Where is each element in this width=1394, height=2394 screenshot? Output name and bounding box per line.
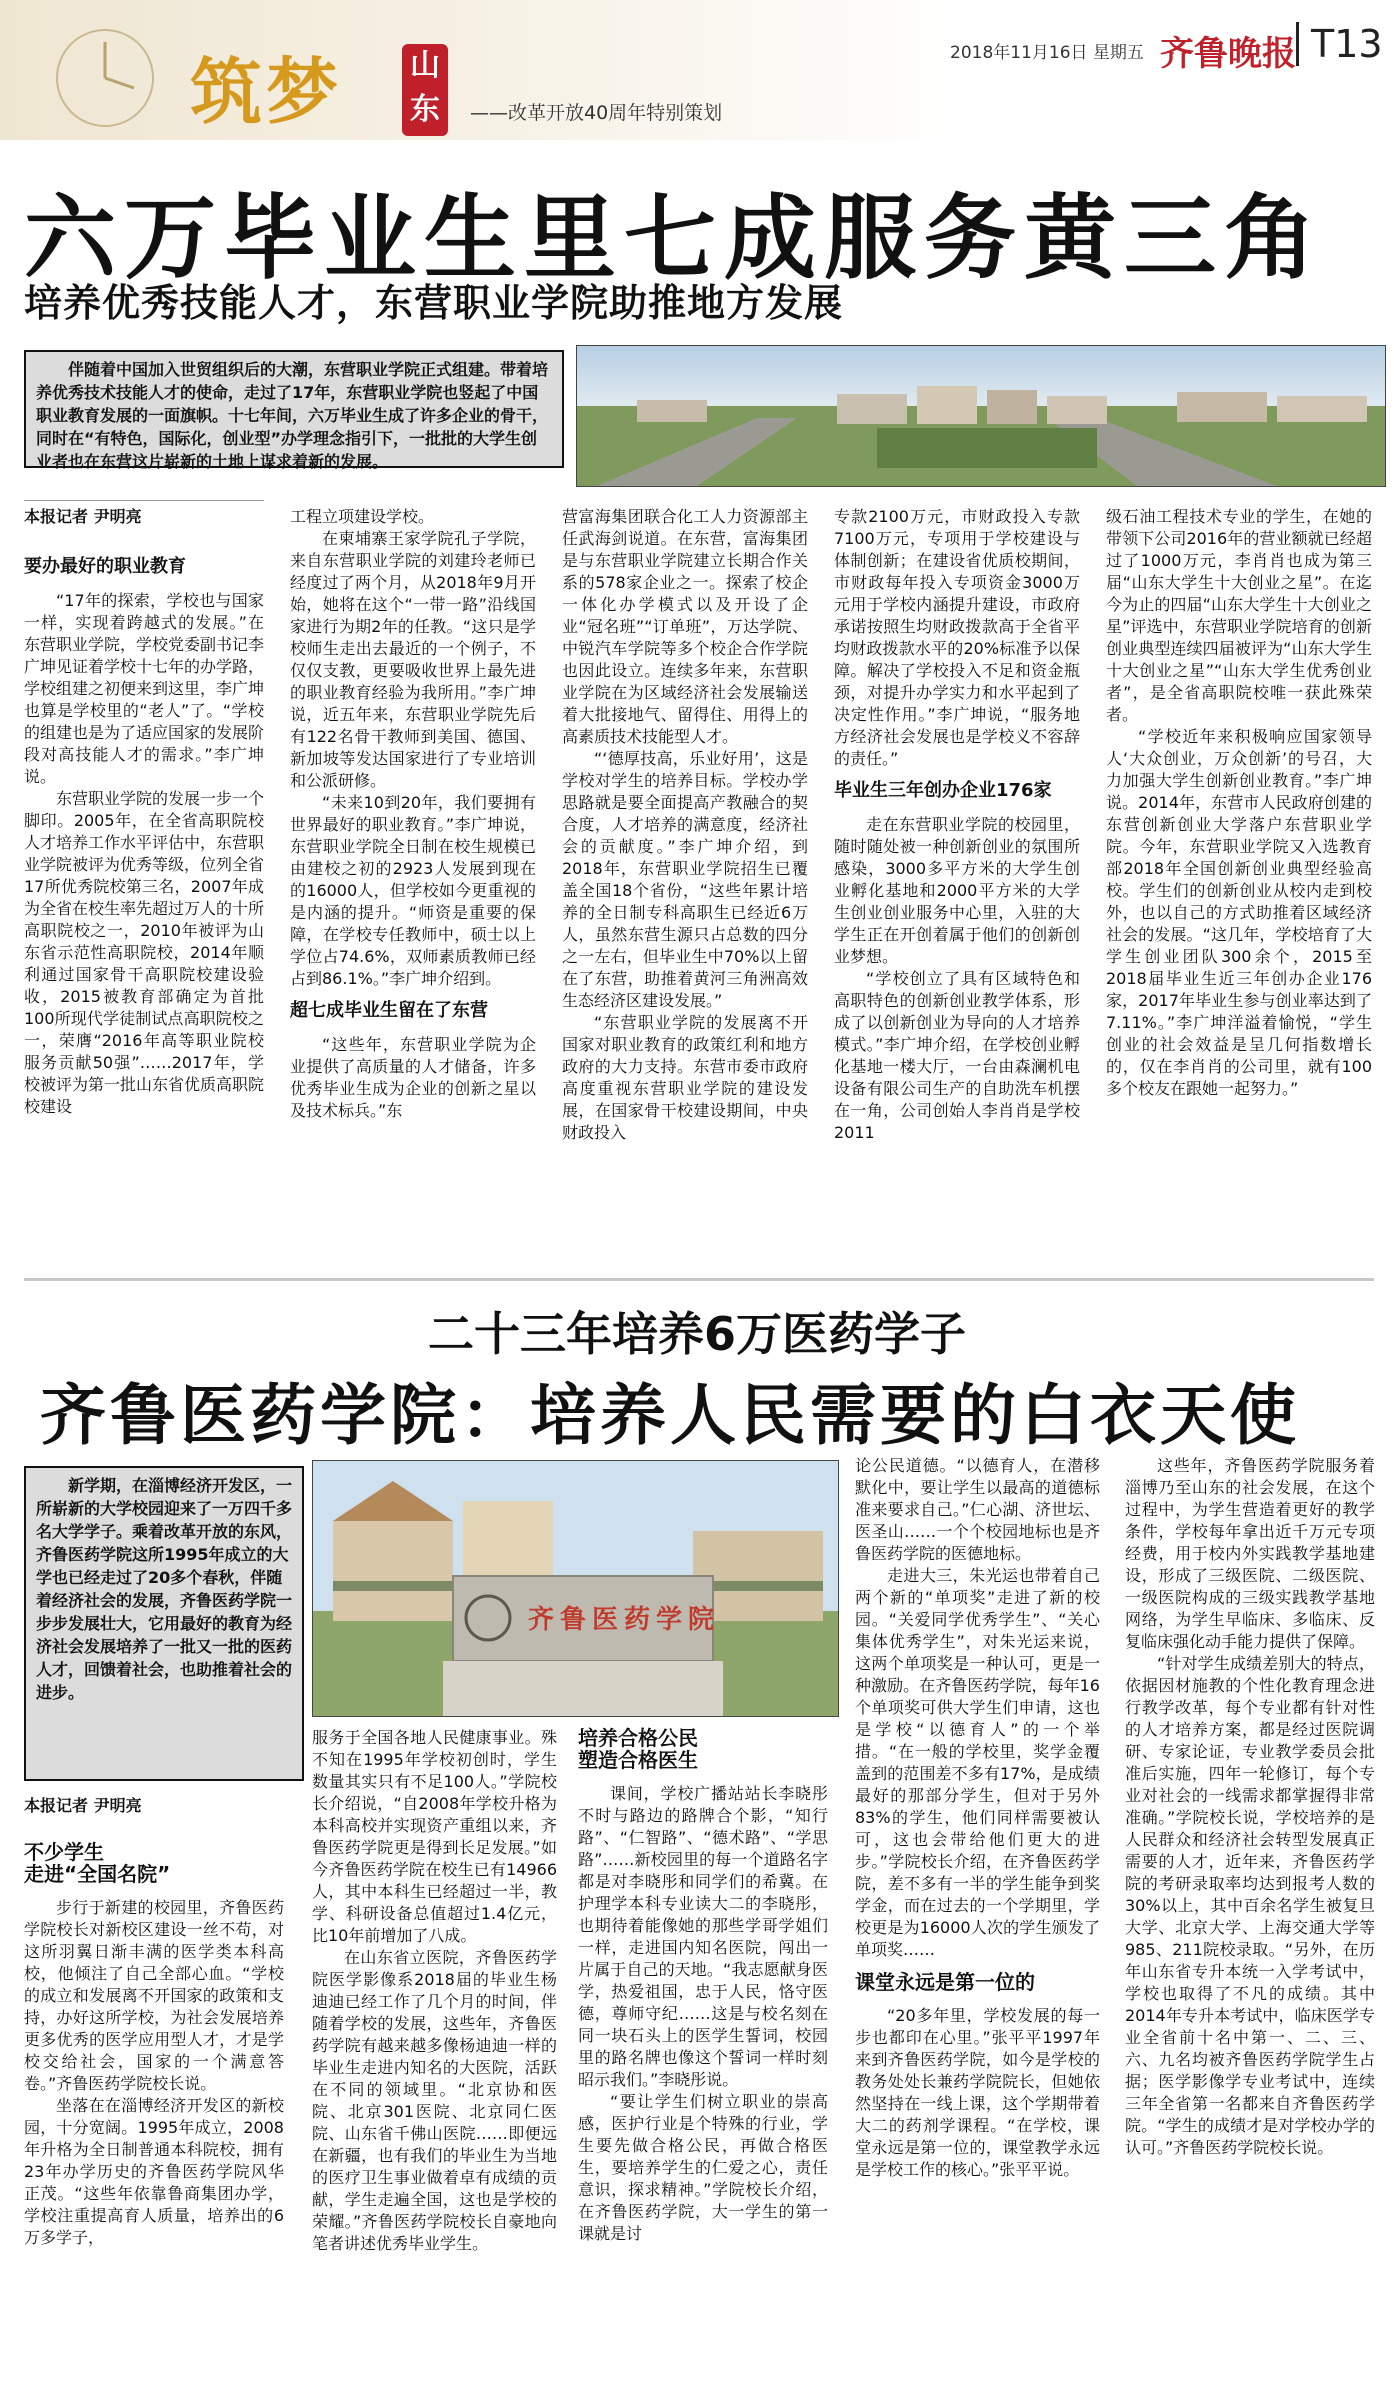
story1-byline-rule	[24, 500, 264, 501]
story1-column-3	[562, 506, 808, 1144]
paragraph: “这些年，东营职业学院为企业提供了高质量的人才储备，许多优秀毕业生成为企业的创新之星以及技术标兵。”东	[290, 1035, 536, 1120]
story1-section-title-1: 要办最好的职业教育	[24, 556, 186, 577]
paragraph: 在山东省立医院，齐鲁医药学院医学影像系2018届的毕业生杨迪迪已经工作了几个月的时间，伴随着学校的发展，这些年，齐鲁医药学院有越来越多像杨迪迪一样的毕业生走进内知名的大医院，活跃在不同的领域里。“北京协和医院、北京301医院、北京同仁医院、山东省千佛山医院……即便远在新疆，也有我们的毕业生为当地的医疗卫生事业做着卓有成绩的贡献，学生走遍全国，这也是学校的荣耀。”齐鲁医药学院校长自豪地向笔者讲述优秀毕业学生。	[312, 1948, 557, 2253]
paragraph: 论公民道德。“以德育人，在潜移默化中，要让学生以最高的道德标准来要求自己。”仁心湖、济世坛、医圣山……一个个校园地标也是齐鲁医药学院的医德地标。	[855, 1456, 1100, 1563]
campus-aerial-photo	[576, 345, 1386, 487]
story1-lead: 伴随着中国加入世贸组织后的大潮，东营职业学院正式组建。带着培养优秀技术技能人才的使命，走过了17年，东营职业学院也竖起了中国职业教育发展的一面旗帜。十七年间，六万毕业生成了许多企业的骨干，同时在“有特色，国际化，创业型”办学理念指引下，一批批的大学生创业者也在东营这片崭新的土地上谋求着新的发展。	[24, 350, 564, 468]
clock-decoration-icon	[30, 18, 180, 128]
paragraph: 走在东营职业学院的校园里，随时随处被一种创新创业的氛围所感染，3000多平方米的大学生创业孵化基地和2000平方米的大学生创业创业服务中心里，入驻的大学生正在开创着属于他们的创新创业梦想。	[834, 815, 1080, 966]
paragraph: “学校创立了具有区域特色和高职特色的创新创业教学体系，形成了以创新创业为导向的人才培养模式。”李广坤介绍，在学校创业孵化基地一楼大厅，一台由森澜机电设备有限公司生产的自助洗车机摆在一角，公司创始人李肖肖是学校2011	[834, 969, 1080, 1142]
section-divider	[24, 1278, 1374, 1281]
story2-headline: 齐鲁医药学院：培养人民需要的白衣天使	[40, 1376, 1300, 1454]
story1-byline: 本报记者 尹明亮	[24, 507, 142, 526]
story2-column-2	[312, 1727, 557, 2255]
brand-title: 筑梦	[190, 49, 343, 134]
story1-column-2	[290, 506, 536, 1122]
story2-column-4	[855, 1455, 1100, 2181]
story1-column-5	[1106, 506, 1372, 1100]
story1-column-1	[24, 506, 264, 1118]
paragraph: 课间，学校广播站站长李晓彤不时与路边的路牌合个影，“知行路”、“仁智路”、“德术路”、“学思路”……新校园里的每一个道路名字都是对李晓彤和同学们的希冀。在护理学本科专业读大二的李晓彤，也期待着能像她的那些学哥学姐们一样，走进国内知名医院，闯出一片属于自己的天地。“我志愿献身医学，热爱祖国，忠于人民，恪守医德，尊师守纪……这是与校名刻在同一块石头上的医学生誓词，校园里的路名牌也像这个誓词一样时刻昭示我们。”李晓彤说。	[578, 1784, 828, 2089]
brand-seal: 山东	[402, 44, 448, 136]
campus-gate-photo	[312, 1460, 839, 1717]
series-subtitle: ——改革开放40周年特别策划	[470, 102, 723, 124]
story2-section-title-1: 不少学生 走进“全国名院”	[24, 1840, 171, 1886]
paragraph: 在柬埔寨王家学院孔子学院，来自东营职业学院的刘建玲老师已经度过了两个月，从2018年9月开始，她将在这个“一带一路”沿线国家进行为期2年的任教。“这只是学校师生走出去最近的一个例子，不仅仅支教，更要吸收世界上最先进的职业教育经验为我所用。”李广坤说，近五年来，东营职业学院先后有122名骨干教师到美国、德国、新加坡等发达国家进行了专业培训和公派研修。	[290, 529, 536, 790]
story1-subheadline: 培养优秀技能人才，东营职业学院助推地方发展	[24, 281, 844, 325]
paragraph: 专款2100万元，市财政投入专款7100万元，专项用于学校建设与体制创新；在建设省优质校期间，市财政每年投入专项资金3000万元用于学校内涵提升建设，市政府承诺按照生均财政拨款高于全省平均财政拨款水平的20%标准予以保障。解决了学校投入不足和资金瓶颈，对提升办学实力和水平起到了决定性作用。”李广坤说，“服务地方经济社会发展也是学校义不容辞的责任。”	[834, 507, 1080, 768]
story2-column-5	[1125, 1455, 1375, 2159]
story2-kicker: 二十三年培养6万医药学子	[427, 1307, 966, 1361]
story1-headline: 六万毕业生里七成服务黄三角	[24, 184, 1325, 292]
story2-section-title-3: 课堂永远是第一位的	[855, 1970, 1035, 1994]
paragraph: 东营职业学院的发展一步一个脚印。2005年，在全省高职院校人才培养工作水平评估中，东营职业学院被评为优秀等级，位列全省17所优秀院校第三名，2007年成为全省在校生率先超过万人的十所高职院校之一，2010年被评为山东省示范性高职院校，2014年顺利通过国家骨干高职院校建设验收，2015被教育部确定为首批100所现代学徒制试点高职院校之一，荣膺“2016年高等职业院校服务贡献50强”……2017年，学校被评为第一批山东省优质高职院校建设	[24, 789, 265, 1116]
paragraph: “未来10到20年，我们要拥有世界最好的职业教育。”李广坤说，东营职业学院全日制在校生规模已由建校之初的2923人发展到现在的16000人，但学校如今更重视的是内涵的提升。“师资是重要的保障，在学校专任教师中，硕士以上学位占74.6%，双师素质教师已经占到86.1%。”李广坤介绍到。	[290, 793, 536, 988]
story1-column-4	[834, 506, 1080, 1144]
paragraph: 步行于新建的校园里，齐鲁医药学院校长对新校区建设一丝不苟，对这所羽翼日渐丰满的医学类本科高校，他倾注了自己全部心血。“学校的成立和发展离不开国家的政策和支持，办好这所学校，为社会发展培养更多优秀的医学应用型人才，才是学校交给社会，国家的一个满意答卷。”齐鲁医药学院校长说。	[24, 1898, 284, 2093]
story2-lead: 新学期，在淄博经济开发区，一所崭新的大学校园迎来了一万四千多名大学学子。乘着改革开放的东风，齐鲁医药学院这所1995年成立的大学也已经走过了20多个春秋，伴随着经济社会的发展，齐鲁医药学院一步步发展壮大，它用最好的教育为经济社会发展培养了一批又一批的医药人才，回馈着社会，也助推着社会的进步。	[24, 1466, 304, 1781]
paragraph: 服务于全国各地人民健康事业。殊不知在1995年学校初创时，学生数量其实只有不足100人。”学院校长介绍说，“自2008年学校升格为本科高校并实现资产重组以来，齐鲁医药学院更是得到长足发展。”如今齐鲁医药学院在校生已有14966人，其中本科生已经超过一半，教学、科研设备总值超过1.4亿元，比10年前增加了八成。	[312, 1728, 557, 1945]
paragraph: “17年的探索，学校也与国家一样，实现着跨越式的发展。”在东营职业学院，学校党委副书记李广坤见证着学校十七年的办学路，学校组建之初便来到这里，李广坤也算是学校里的“老人”了。“学校的组建也是为了适应国家的发展阶段对高技能人才的需求。”李广坤说。	[24, 591, 265, 786]
story2-column-3	[578, 1727, 828, 2245]
paragraph: “针对学生成绩差别大的特点，依据因材施教的个性化教育理念进行教学改革，每个专业都有针对性的人才培养方案，都是经过医院调研、专家论证，专业教学委员会批准后实施，四年一轮修订，每个专业对社会的一线需求都掌握得非常准确。”学院校长说，学校培养的是人民群众和经济社会转型发展真正需要的人才，近年来，齐鲁医药学院的考研录取率均达到报考人数的30%以上，其中百余名学生被复旦大学、北京大学、上海交通大学等985、211院校录取。“另外，在历年山东省专升本统一入学考试中，学校也取得了不凡的成绩。其中2014年专升本考试中，临床医学专业全省前十名中第一、二、三、六、九名均被齐鲁医药学院学生占据；医学影像学专业考试中，连续三年全省第一名都来自齐鲁医药学院。“学生的成绩才是对学校办学的认可。”齐鲁医药学院校长说。	[1125, 1654, 1375, 2157]
paper-logo: 齐鲁晚报	[1160, 34, 1296, 74]
paragraph: “20多年里，学校发展的每一步也都印在心里。”张平平1997年来到齐鲁医药学院，如今是学校的教务处处长兼药学院院长，但她依然坚持在一线上课，这个学期带着大二的药剂学课程。“在学校，课堂永远是第一位的，课堂教学永远是学校工作的核心。”张平平说。	[855, 2006, 1100, 2179]
paragraph: 走进大三，朱光运也带着自己两个新的“单项奖”走进了新的校园。“关爱同学优秀学生”、“关心集体优秀学生”，对朱光运来说，这两个单项奖是一种认可，更是一种激励。在齐鲁医药学院，每年16个单项奖可供大学生们申请，这也是学校“以德育人”的一个举措。“在一般的学校里，奖学金覆盖到的范围差不多有17%，是成绩最好的那部分学生，但对于另外83%的学生，他们同样需要被认可，这也会带给他们更大的进步。”学院校长介绍，在齐鲁医药学院，差不多有一半的学生能争到奖学金，而在过去的一个学期里，学校更是为16000人次的学生颁发了单项奖……	[855, 1566, 1100, 1959]
paragraph: 级石油工程技术专业的学生，在她的带领下公司2016年的营业额就已经超过了1000万元，李肖肖也成为第三届“山东大学生十大创业之星”。在迄今为止的四届“山东大学生十大创业之星”评选中，东营职业学院培育的创新创业典型连续四届被评为“山东大学生十大创业之星”“山东大学生优秀创业者”，是全省高职院校唯一获此殊荣者。	[1106, 507, 1372, 724]
paragraph: 这些年，齐鲁医药学院服务着淄博乃至山东的社会发展，在这个过程中，为学生营造着更好的教学条件，学校每年拿出近千万元专项经费，用于校内外实践教学基地建设，形成了三级医院、二级医院、一级医院构成的三级实践教学基地网络，为学生早临床、多临床、反复临床强化动手能力提供了保障。	[1125, 1456, 1375, 1651]
paragraph: “东营职业学院的发展离不开国家对职业教育的政策红利和地方政府的大力支持。东营市委市政府高度重视东营职业学院的建设发展，在国家骨干校建设期间，中央财政投入	[562, 1013, 808, 1142]
issue-date: 2018年11月16日 星期五	[950, 43, 1144, 63]
paragraph: “要让学生们树立职业的崇高感，医护行业是个特殊的行业，学生要先做合格公民，再做合格医生，要培养学生的仁爱之心，责任意识，探求精神。”学院校长介绍，在齐鲁医药学院，大一学生的第一课就是讨	[578, 2092, 828, 2243]
campus-sign-text: 齐鲁医药学院	[528, 1605, 721, 1635]
paragraph: “‘德厚技高，乐业好用’，这是学校对学生的培养目标。学校办学思路就是要全面提高产教融合的契合度，人才培养的满意度，经济社会的贡献度。”李广坤介绍，到2018年，东营职业学院招生已覆盖全国18个省份，“这些年累计培养的全日制专科高职生已经近6万人，虽然东营生源只占总数的四分之一左右，但毕业生中70%以上留在了东营，助推着黄河三角洲高效生态经济区建设发展。”	[562, 749, 808, 1010]
story1-section-title-3: 毕业生三年创办企业176家	[834, 780, 1052, 801]
story2-column-1	[24, 1795, 284, 2249]
paragraph: 工程立项建设学校。	[290, 507, 435, 526]
story2-section-title-2: 培养合格公民 塑造合格医生	[578, 1726, 698, 1772]
story1-section-title-2: 超七成毕业生留在了东营	[290, 1000, 488, 1021]
page-number: T13	[1296, 22, 1383, 66]
masthead	[0, 0, 1394, 140]
paragraph: 坐落在在淄博经济开发区的新校园，十分宽阔。1995年成立，2008年升格为全日制普通本科院校，拥有23年办学历史的齐鲁医药学院风华正茂。“这些年依靠鲁商集团办学，学校注重提高育人质量，培养出的6万多学子，	[24, 2096, 284, 2247]
paragraph: “学校近年来积极响应国家领导人‘大众创业，万众创新’的号召，大力加强大学生创新创业教育。”李广坤说。2014年，东营市人民政府创建的东营创新创业大学落户东营职业学院。今年，东营职业学院又入选教育部2018年全国创新创业典型经验高校。学生们的创新创业从校内走到校外，也以自己的方式助推着区域经济社会的发展。“这几年，学校培育了大学生创业团队300余个，2015至2018届毕业生近三年创办企业176家，2017年毕业生参与创业率达到了7.11%。”李广坤洋溢着愉悦，“学生创业的社会效益是呈几何指数增长的，仅在李肖肖的公司里，就有100多个校友在跟她一起努力。”	[1106, 727, 1372, 1098]
story2-byline: 本报记者 尹明亮	[24, 1796, 142, 1815]
paragraph: 营富海集团联合化工人力资源部主任武海剑说道。在东营，富海集团是与东营职业学院建立长期合作关系的578家企业之一。探索了校企一体化办学模式以及开设了企业“冠名班”“订单班”，万达学院、中锐汽车学院等多个校企合作学院也因此设立。连续多年来，东营职业学院在为区域经济社会发展输送着大批接地气、留得住、用得上的高素质技术技能型人才。	[562, 507, 808, 746]
